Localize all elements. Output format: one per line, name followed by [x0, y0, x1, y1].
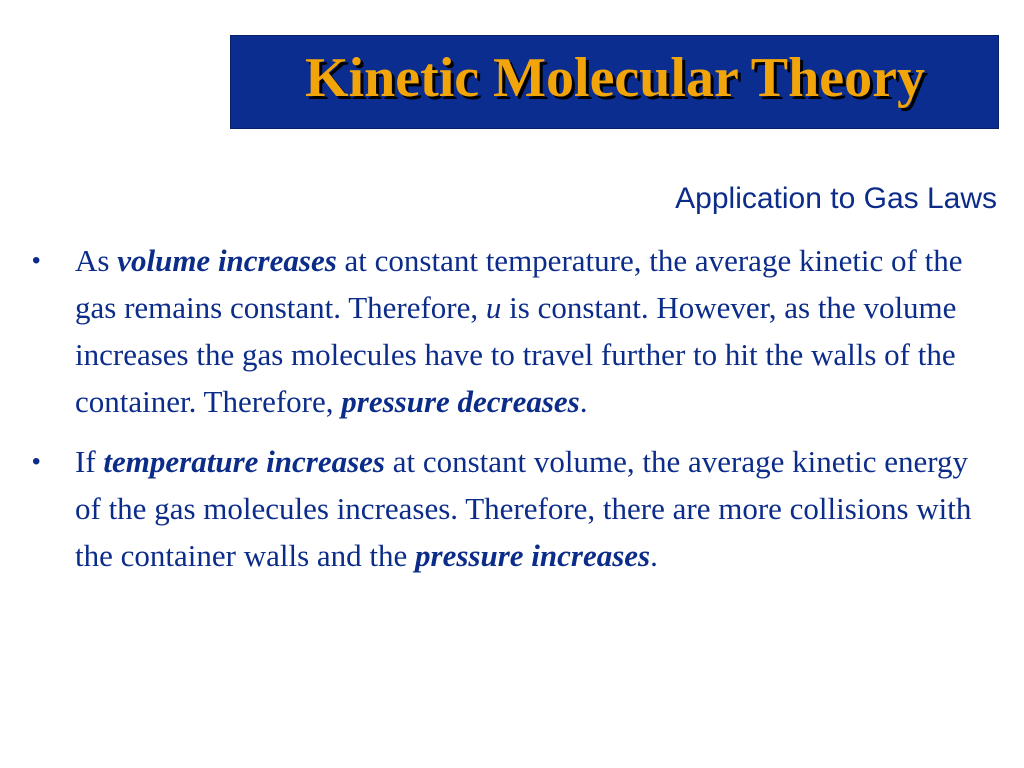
bullet-text-segment: at constant temperature, the average kinetic of the gas remains constant. Therefore, — [75, 243, 963, 325]
emphasis-volume-increases: volume increases — [117, 243, 337, 278]
slide-subtitle: Application to Gas Laws — [675, 182, 997, 215]
emphasis-pressure-decreases: pressure decreases — [341, 384, 580, 419]
bullet-marker-icon: • — [32, 448, 41, 475]
bullet-text-segment: at constant volume, the average kinetic energy of the gas molecules increases. Therefore, there are more collisions with the container walls and the — [75, 444, 972, 573]
bullet-text-segment: If — [75, 444, 104, 479]
bullet-text-segment: . — [650, 538, 658, 573]
bullet-text-segment: . — [579, 384, 588, 419]
symbol-u: u — [485, 290, 502, 325]
slide-title: Kinetic Molecular Theory — [304, 47, 926, 109]
emphasis-pressure-increases: pressure increases — [415, 538, 651, 573]
bullet-text-segment: As — [75, 243, 118, 278]
emphasis-temperature-increases: temperature increases — [103, 444, 385, 479]
bullet-item-temperature — [30, 438, 1000, 579]
bullet-text-segment: is constant. However, as the volume increases the gas molecules have to travel further to hit the walls of the container. Therefore, — [75, 290, 957, 419]
bullet-list — [30, 237, 1000, 592]
bullet-marker-icon: • — [32, 247, 41, 274]
bullet-item-volume — [30, 237, 1000, 425]
